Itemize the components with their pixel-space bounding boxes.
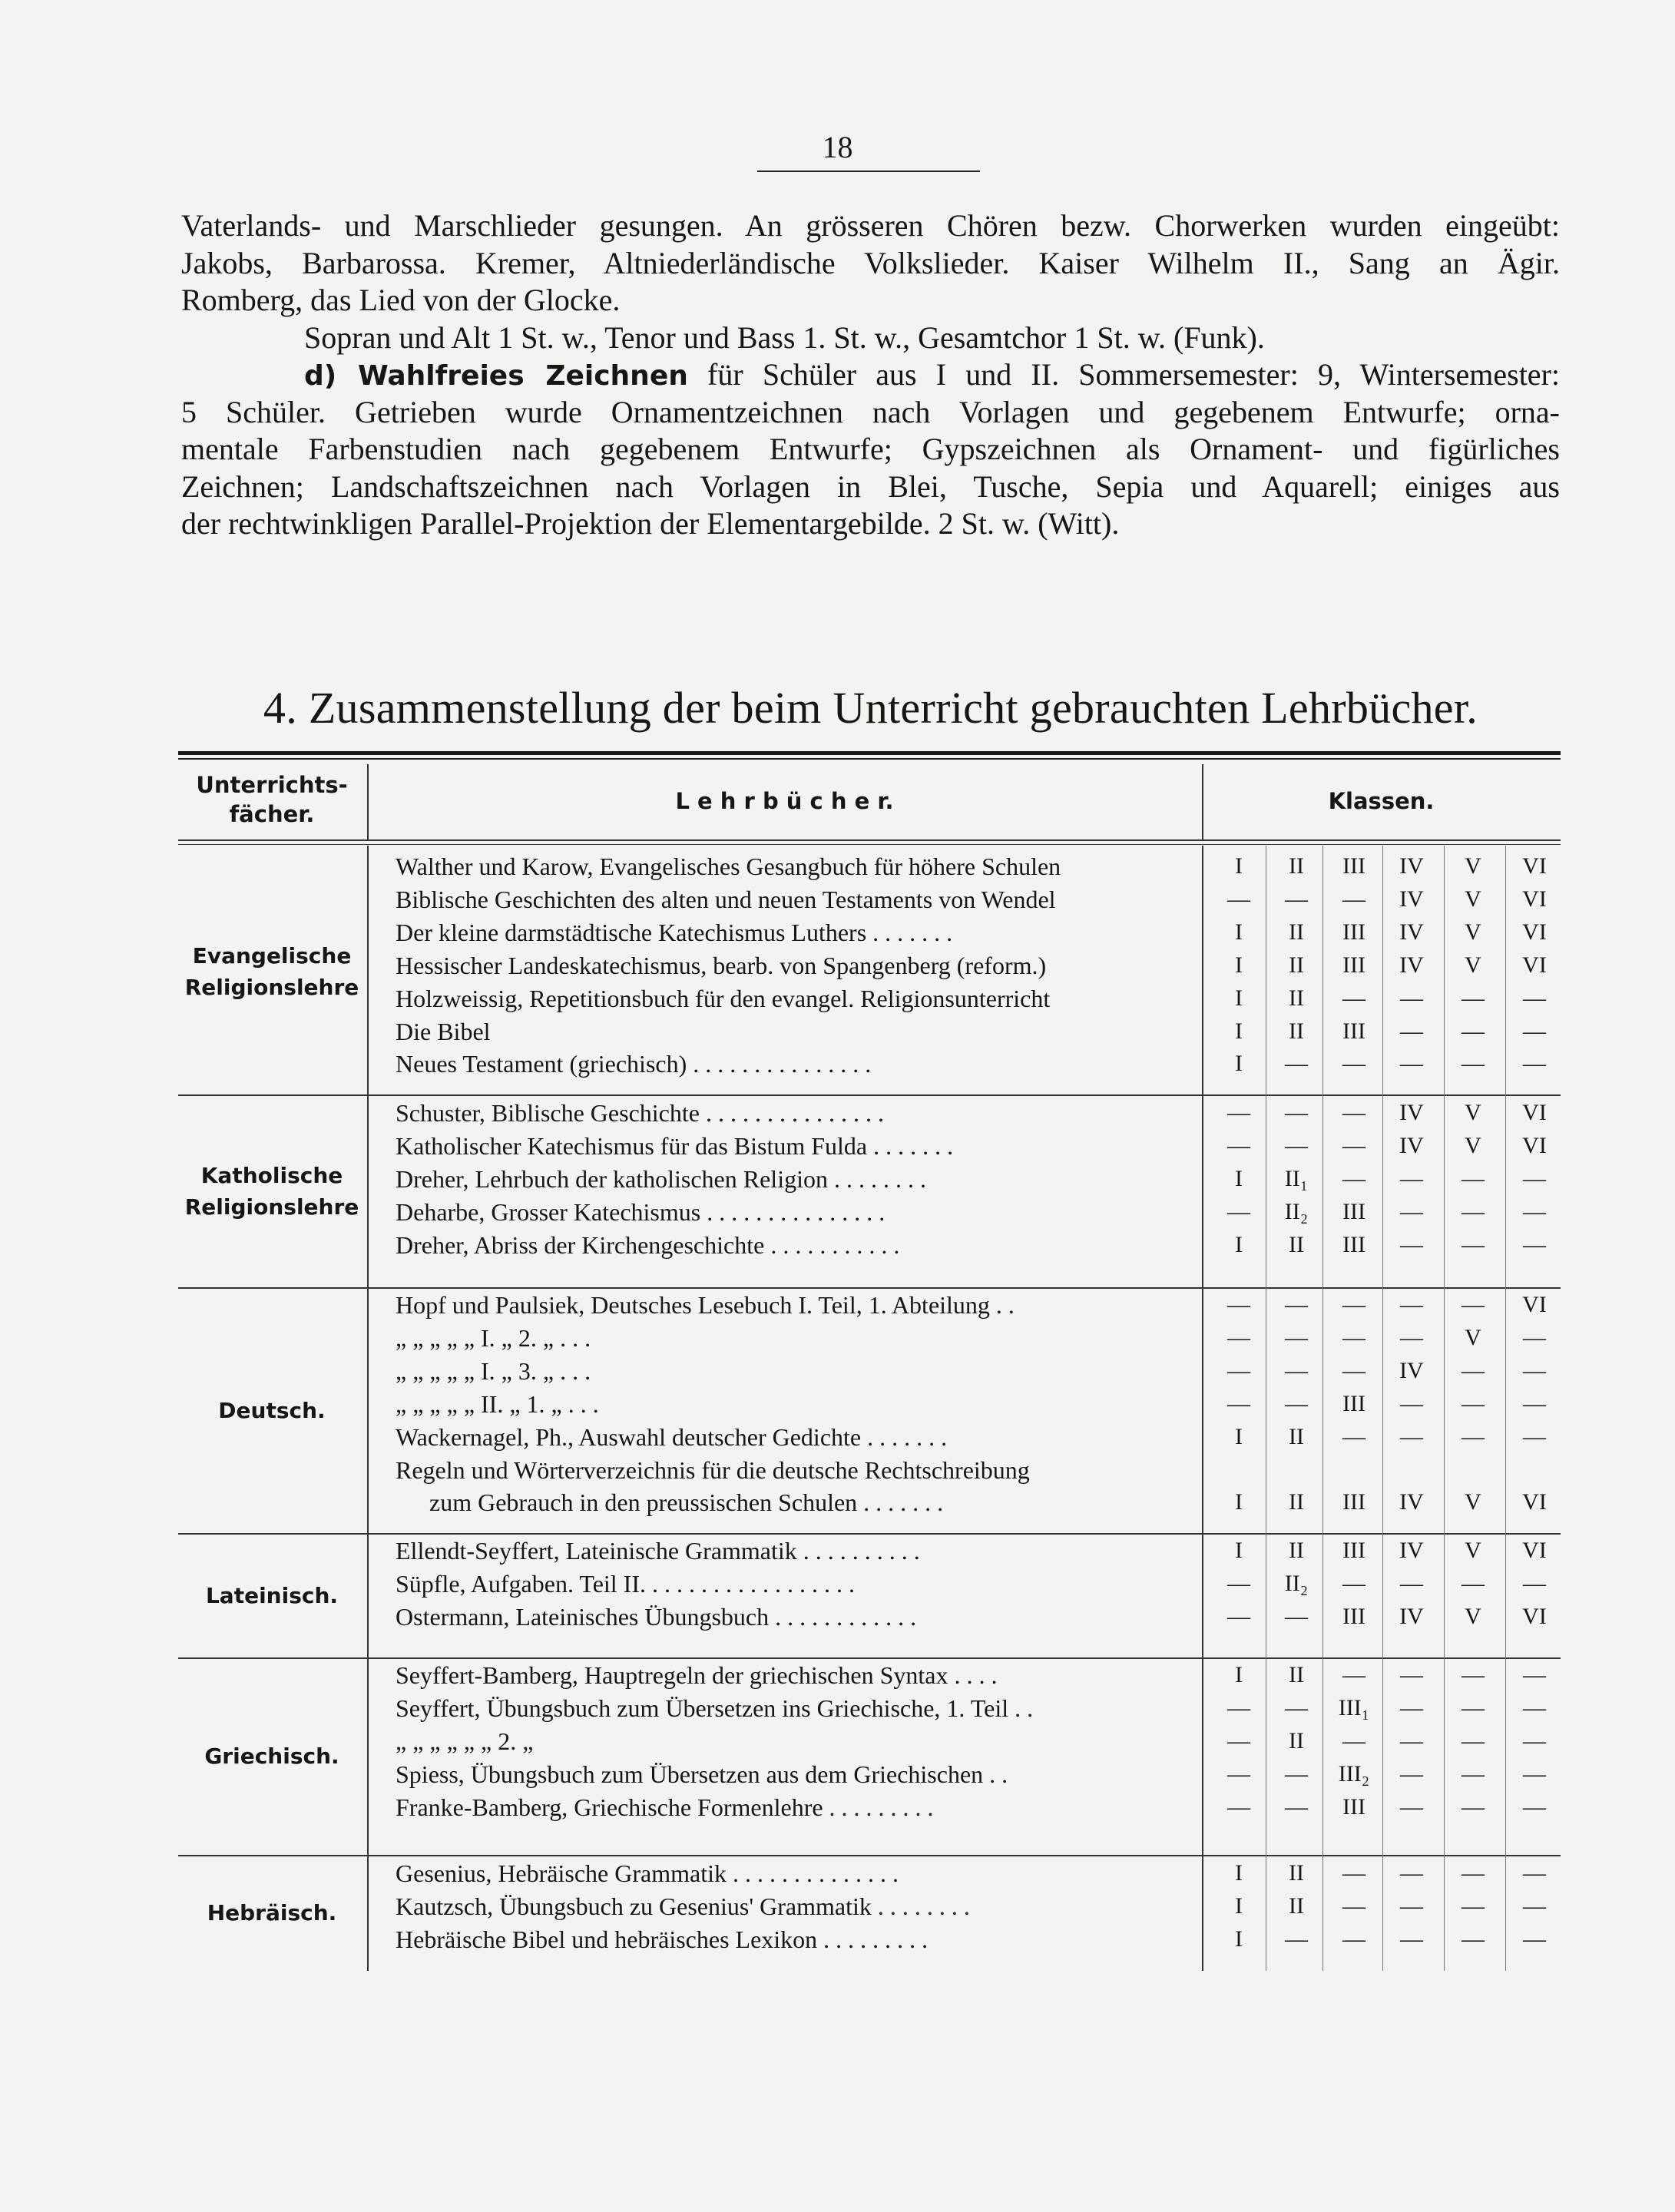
group-separator xyxy=(178,1855,1561,1856)
class-mark: — xyxy=(1523,1390,1546,1416)
class-mark: — xyxy=(1523,1892,1546,1919)
class-mark: — xyxy=(1523,1198,1546,1224)
textbook-title: Wackernagel, Ph., Auswahl deutscher Gedichte . . . . . . . xyxy=(396,1422,948,1451)
book-divider xyxy=(1202,846,1203,1095)
class-mark: IV xyxy=(1399,952,1424,978)
section-d-label: d) Wahlfreies Zeichnen xyxy=(304,360,688,392)
book-divider xyxy=(1202,1853,1203,1971)
textbook-title: Spiess, Übungsbuch zum Übersetzen aus dem Griechischen . . xyxy=(396,1760,1008,1788)
class-mark: — xyxy=(1227,1760,1250,1786)
class-mark: — xyxy=(1523,1760,1546,1786)
class-mark: II xyxy=(1289,1860,1304,1886)
class-mark: — xyxy=(1523,1694,1546,1720)
subject-label: Lateinisch. xyxy=(205,1582,339,1608)
header-classes: Klassen. xyxy=(1328,788,1435,814)
book-divider xyxy=(1202,1092,1203,1288)
class-mark: — xyxy=(1227,1793,1250,1820)
class-mark: — xyxy=(1227,1100,1250,1125)
subject-divider xyxy=(367,1853,369,1971)
class-mark: VI xyxy=(1522,919,1547,945)
class-mark: — xyxy=(1461,1727,1485,1753)
class-mark: VI xyxy=(1522,1292,1547,1317)
class-mark: V xyxy=(1465,886,1481,912)
class-mark: — xyxy=(1227,1198,1250,1224)
class-mark: — xyxy=(1342,1926,1365,1952)
class-mark: IV xyxy=(1399,886,1424,912)
class-mark: — xyxy=(1461,1390,1485,1416)
class-mark: — xyxy=(1523,1357,1546,1383)
class-mark: — xyxy=(1227,1570,1250,1596)
class-mark: — xyxy=(1461,1018,1485,1044)
class-mark: — xyxy=(1523,1860,1546,1886)
class-mark: — xyxy=(1285,1051,1308,1077)
class-mark: II xyxy=(1289,1538,1304,1563)
class-mark: IV xyxy=(1399,919,1424,945)
class-mark: — xyxy=(1227,1727,1250,1753)
class-mark: — xyxy=(1461,1292,1485,1317)
prose-line: Zeichnen; Landschaftszeichnen nach Vorlagen in Blei, Tusche, Sepia und Aquarell; einiges aus xyxy=(181,469,1560,504)
subject-label: Deutsch. xyxy=(218,1397,326,1423)
class-mark: — xyxy=(1227,1390,1250,1416)
class-mark: — xyxy=(1523,1051,1546,1077)
class-mark: — xyxy=(1461,1793,1485,1820)
class-mark: — xyxy=(1523,985,1546,1011)
class-mark: — xyxy=(1342,1324,1365,1350)
textbook-title: Walther und Karow, Evangelisches Gesangbuch für höhere Schulen xyxy=(396,853,1061,880)
class-mark: II xyxy=(1289,1727,1304,1753)
class-mark: — xyxy=(1523,1423,1546,1449)
class-mark: — xyxy=(1400,1165,1423,1191)
subject-divider xyxy=(367,1530,369,1658)
class-mark: — xyxy=(1461,1198,1485,1224)
textbook-title: Deharbe, Grosser Katechismus . . . . . . . . . . . . . . . xyxy=(396,1197,885,1226)
subject-label: Evangelische Religionslehre xyxy=(184,942,359,1000)
class-mark: I xyxy=(1235,1489,1243,1515)
class-mark: — xyxy=(1400,1198,1423,1224)
class-mark: — xyxy=(1342,1165,1365,1191)
class-mark: — xyxy=(1461,1926,1485,1952)
class-mark: I xyxy=(1235,1538,1243,1563)
class-mark: — xyxy=(1285,1100,1308,1125)
class-mark: V xyxy=(1465,1489,1481,1515)
textbook-title: Seyffert, Übungsbuch zum Übersetzen ins Griechische, 1. Teil . . xyxy=(396,1694,1034,1722)
class-mark: — xyxy=(1461,985,1485,1011)
class-mark: II xyxy=(1289,1489,1304,1515)
class-mark xyxy=(1382,1454,1441,1486)
class-mark: V xyxy=(1465,1324,1481,1350)
class-mark: I xyxy=(1235,1423,1243,1449)
class-mark: — xyxy=(1227,1357,1250,1383)
class-mark: — xyxy=(1227,1694,1250,1720)
class-mark: III xyxy=(1342,1793,1365,1820)
class-mark: VI xyxy=(1522,1132,1547,1158)
class-mark: VI xyxy=(1522,952,1547,978)
class-mark: V xyxy=(1465,952,1481,978)
class-mark: IV xyxy=(1399,1357,1424,1383)
group-separator xyxy=(178,1094,1561,1096)
class-mark: III xyxy=(1342,1489,1365,1515)
class-mark: — xyxy=(1342,1570,1365,1596)
class-mark: — xyxy=(1461,1357,1485,1383)
class-mark: — xyxy=(1523,1165,1546,1191)
class-mark: — xyxy=(1461,1165,1485,1191)
class-mark: V xyxy=(1465,1100,1481,1125)
class-mark: — xyxy=(1400,1727,1423,1753)
textbook-title: Gesenius, Hebräische Grammatik . . . . . . . . . . . . . . xyxy=(396,1859,899,1887)
class-mark: II xyxy=(1289,952,1304,978)
class-mark: I xyxy=(1235,919,1243,945)
class-mark: — xyxy=(1461,1423,1485,1449)
class-mark: I xyxy=(1235,1231,1243,1257)
class-mark: — xyxy=(1342,1860,1365,1886)
class-mark: — xyxy=(1285,886,1308,912)
class-mark: III₁ xyxy=(1338,1694,1370,1720)
prose-line: Jakobs, Barbarossa. Kremer, Altniederländische Volkslieder. Kaiser Wilhelm II., Sang an Ägir. xyxy=(181,245,1560,280)
class-mark: — xyxy=(1400,1390,1423,1416)
class-mark: II xyxy=(1289,1231,1304,1257)
subject-divider xyxy=(367,846,369,1095)
class-mark: II₂ xyxy=(1284,1198,1309,1224)
class-mark: I xyxy=(1235,1860,1243,1886)
class-mark: — xyxy=(1285,1390,1308,1416)
class-mark: — xyxy=(1400,1793,1423,1820)
class-mark: I xyxy=(1235,1926,1243,1952)
class-mark: III₂ xyxy=(1338,1760,1370,1786)
class-mark: — xyxy=(1523,1662,1546,1687)
textbook-title: „ „ „ „ „ „ 2. „ xyxy=(396,1727,534,1755)
textbook-title: Ostermann, Lateinisches Übungsbuch . . . . . . . . . . . . xyxy=(396,1602,917,1631)
class-mark: IV xyxy=(1399,853,1424,879)
class-mark: — xyxy=(1227,1603,1250,1629)
prose-line xyxy=(181,356,1560,394)
class-mark: — xyxy=(1400,1662,1423,1687)
class-mark: IV xyxy=(1399,1132,1424,1158)
subject-label: Hebräisch. xyxy=(207,1900,337,1926)
class-mark: IV xyxy=(1399,1489,1424,1515)
textbook-title: Hessischer Landeskatechismus, bearb. von Spangenberg (reform.) xyxy=(396,951,1047,979)
class-mark: — xyxy=(1461,1570,1485,1596)
textbook-title: Seyffert-Bamberg, Hauptregeln der griechischen Syntax . . . . xyxy=(396,1661,998,1689)
class-mark: — xyxy=(1227,1324,1250,1350)
class-mark: — xyxy=(1285,1760,1308,1786)
class-mark: I xyxy=(1235,853,1243,879)
textbook-title: zum Gebrauch in den preussischen Schulen . . . . . . . xyxy=(429,1488,944,1517)
class-mark: — xyxy=(1285,1926,1308,1952)
class-mark: III xyxy=(1342,919,1365,945)
class-mark: I xyxy=(1235,1018,1243,1044)
class-mark: VI xyxy=(1522,1538,1547,1563)
class-mark: — xyxy=(1523,1727,1546,1753)
class-mark xyxy=(1325,1454,1383,1486)
class-mark: V xyxy=(1465,1132,1481,1158)
class-mark: VI xyxy=(1522,1100,1547,1125)
textbook-title: Hopf und Paulsiek, Deutsches Lesebuch I. Teil, 1. Abteilung . . xyxy=(396,1291,1015,1319)
class-mark: IV xyxy=(1399,1538,1424,1563)
textbook-title: „ „ „ „ „ I. „ 2. „ . . . xyxy=(396,1323,591,1352)
class-mark: III xyxy=(1342,952,1365,978)
textbook-title: „ „ „ „ „ II. „ 1. „ . . . xyxy=(396,1389,599,1418)
class-mark: — xyxy=(1342,1100,1365,1125)
header-divider-classes xyxy=(1202,764,1203,839)
class-mark: — xyxy=(1523,1018,1546,1044)
class-mark: I xyxy=(1235,952,1243,978)
class-mark: VI xyxy=(1522,1489,1547,1515)
prose-line: der rechtwinkligen Parallel-Projektion der Elementargebilde. 2 St. w. (Witt). xyxy=(181,506,1120,541)
class-mark: V xyxy=(1465,1538,1481,1563)
prose-line: mentale Farbenstudien nach gegebenem Entwurfe; Gypszeichnen als Ornament- und figürliches xyxy=(181,432,1560,466)
class-mark: V xyxy=(1465,919,1481,945)
prose-block xyxy=(181,207,1560,543)
class-mark: — xyxy=(1400,1892,1423,1919)
class-mark: — xyxy=(1285,1357,1308,1383)
class-mark: — xyxy=(1285,1603,1308,1629)
class-mark: — xyxy=(1400,1292,1423,1317)
class-mark: III xyxy=(1342,1390,1365,1416)
class-mark: VI xyxy=(1522,853,1547,879)
textbook-title: Franke-Bamberg, Griechische Formenlehre . . . . . . . . . xyxy=(396,1793,934,1821)
class-mark: I xyxy=(1235,985,1243,1011)
class-mark: I xyxy=(1235,1051,1243,1077)
prose-line: Romberg, das Lied von der Glocke. xyxy=(181,283,621,317)
class-mark: III xyxy=(1342,853,1365,879)
class-mark: — xyxy=(1285,1694,1308,1720)
class-mark: — xyxy=(1285,1324,1308,1350)
textbook-title: Der kleine darmstädtische Katechismus Luthers . . . . . . . xyxy=(396,918,953,946)
class-mark: — xyxy=(1461,1760,1485,1786)
textbook-title: Hebräische Bibel und hebräisches Lexikon . . . . . . . . . xyxy=(396,1925,929,1953)
class-mark: — xyxy=(1342,1727,1365,1753)
class-mark: II xyxy=(1289,1892,1304,1919)
class-mark: II xyxy=(1289,1018,1304,1044)
section-heading: 4. Zusammenstellung der beim Unterricht gebrauchten Lehrbücher. xyxy=(263,683,1478,733)
textbook-title: Ellendt-Seyffert, Lateinische Grammatik . . . . . . . . . . xyxy=(396,1537,920,1565)
class-mark: II xyxy=(1289,853,1304,879)
class-mark xyxy=(1267,1454,1326,1486)
table-top-rule-thin xyxy=(178,758,1561,760)
class-mark: — xyxy=(1461,1051,1485,1077)
class-mark: — xyxy=(1342,985,1365,1011)
textbook-title: Holzweissig, Repetitionsbuch für den evangel. Religionsunterricht xyxy=(396,984,1051,1012)
class-mark: — xyxy=(1285,1292,1308,1317)
class-mark: — xyxy=(1461,1662,1485,1687)
class-mark: II xyxy=(1289,1423,1304,1449)
class-mark: — xyxy=(1400,1694,1423,1720)
class-mark: — xyxy=(1342,1051,1365,1077)
subject-divider xyxy=(367,1284,369,1534)
textbook-title: Regeln und Wörterverzeichnis für die deutsche Rechtschreibung xyxy=(396,1455,1030,1484)
class-mark: — xyxy=(1400,1926,1423,1952)
class-mark: II xyxy=(1289,1662,1304,1687)
class-mark: — xyxy=(1523,1324,1546,1350)
class-mark: — xyxy=(1342,1132,1365,1158)
class-mark: — xyxy=(1400,1570,1423,1596)
class-mark: — xyxy=(1227,1132,1250,1158)
class-mark: — xyxy=(1400,1324,1423,1350)
section-d-text: für Schüler aus I und II. Sommersemester: 9, Wintersemester: xyxy=(707,357,1560,392)
book-divider xyxy=(1202,1654,1203,1856)
class-mark: — xyxy=(1342,1662,1365,1687)
class-mark: — xyxy=(1400,1760,1423,1786)
class-mark: III xyxy=(1342,1018,1365,1044)
subject-divider xyxy=(367,1654,369,1856)
class-mark: — xyxy=(1461,1892,1485,1919)
book-divider xyxy=(1202,1530,1203,1658)
page-number-rule xyxy=(757,171,980,172)
class-mark: — xyxy=(1400,1051,1423,1077)
textbook-title: Biblische Geschichten des alten und neuen Testaments von Wendel xyxy=(396,885,1056,913)
class-mark: — xyxy=(1342,886,1365,912)
class-mark xyxy=(1210,1454,1268,1486)
textbook-title: Dreher, Abriss der Kirchengeschichte . . . . . . . . . . . xyxy=(396,1230,900,1259)
table-top-rule xyxy=(178,751,1561,755)
textbook-title: Schuster, Biblische Geschichte . . . . . . . . . . . . . . . xyxy=(396,1099,884,1127)
class-mark: VI xyxy=(1522,1603,1547,1629)
header-bottom-rule-2 xyxy=(178,844,1561,845)
textbook-title: Dreher, Lehrbuch der katholischen Religion . . . . . . . . xyxy=(396,1164,926,1193)
class-mark: III xyxy=(1342,1538,1365,1563)
subject-label: Katholische Religionslehre xyxy=(184,1162,359,1220)
class-mark: I xyxy=(1235,1165,1243,1191)
class-mark: — xyxy=(1227,1292,1250,1317)
class-mark: — xyxy=(1523,1570,1546,1596)
class-mark: — xyxy=(1227,886,1250,912)
prose-line: 5 Schüler. Getrieben wurde Ornamentzeichnen nach Vorlagen und gegebenem Entwurfe; orna- xyxy=(181,394,1560,429)
textbook-title: Katholischer Katechismus für das Bistum Fulda . . . . . . . xyxy=(396,1131,954,1160)
class-mark: — xyxy=(1523,1926,1546,1952)
class-mark: — xyxy=(1285,1132,1308,1158)
class-mark: — xyxy=(1400,1423,1423,1449)
header-divider-subject xyxy=(367,764,369,839)
class-mark: III xyxy=(1342,1198,1365,1224)
class-mark: — xyxy=(1342,1892,1365,1919)
class-mark: — xyxy=(1461,1231,1485,1257)
class-mark: — xyxy=(1342,1423,1365,1449)
class-mark: — xyxy=(1285,1793,1308,1820)
prose-line: Vaterlands- und Marschlieder gesungen. An grösseren Chören bezw. Chorwerken wurden eingeübt: xyxy=(181,208,1560,243)
class-mark: I xyxy=(1235,1892,1243,1919)
subject-label: Griechisch. xyxy=(204,1743,339,1769)
class-mark: — xyxy=(1400,1018,1423,1044)
class-mark: — xyxy=(1342,1357,1365,1383)
class-mark: — xyxy=(1461,1860,1485,1886)
class-mark: V xyxy=(1465,853,1481,879)
class-mark: IV xyxy=(1399,1603,1424,1629)
class-mark: I xyxy=(1235,1662,1243,1687)
subject-divider xyxy=(367,1092,369,1288)
class-mark: — xyxy=(1523,1231,1546,1257)
class-mark: II xyxy=(1289,919,1304,945)
class-mark xyxy=(1505,1454,1564,1486)
class-mark: III xyxy=(1342,1231,1365,1257)
textbook-title: Süpfle, Aufgaben. Teil II. . . . . . . . . . . . . . . . . . xyxy=(396,1569,855,1598)
class-mark: — xyxy=(1342,1292,1365,1317)
textbook-title: Kautzsch, Übungsbuch zu Gesenius' Grammatik . . . . . . . . xyxy=(396,1892,970,1920)
class-mark: — xyxy=(1400,1231,1423,1257)
header-bottom-rule xyxy=(178,839,1561,841)
class-mark: II₂ xyxy=(1284,1570,1309,1596)
textbook-title: Neues Testament (griechisch) . . . . . . . . . . . . . . . xyxy=(396,1050,872,1078)
class-mark: — xyxy=(1523,1793,1546,1820)
class-mark: — xyxy=(1400,1860,1423,1886)
class-mark: IV xyxy=(1399,1100,1424,1125)
page-number: 18 xyxy=(822,130,853,164)
textbook-title: Die Bibel xyxy=(396,1017,491,1045)
class-mark xyxy=(1444,1454,1502,1486)
class-mark: II xyxy=(1289,985,1304,1011)
class-mark: III xyxy=(1342,1603,1365,1629)
prose-line: Sopran und Alt 1 St. w., Tenor und Bass 1. St. w., Gesamtchor 1 St. w. (Funk). xyxy=(304,320,1265,355)
header-books: L e h r b ü c h e r. xyxy=(675,788,894,814)
class-mark: — xyxy=(1461,1694,1485,1720)
header-subjects: Unterrichts- fächer. xyxy=(196,772,348,827)
class-mark: V xyxy=(1465,1603,1481,1629)
class-mark: — xyxy=(1400,985,1423,1011)
class-mark: VI xyxy=(1522,886,1547,912)
textbook-title: „ „ „ „ „ I. „ 3. „ . . . xyxy=(396,1356,591,1385)
class-mark: II₁ xyxy=(1284,1165,1309,1191)
